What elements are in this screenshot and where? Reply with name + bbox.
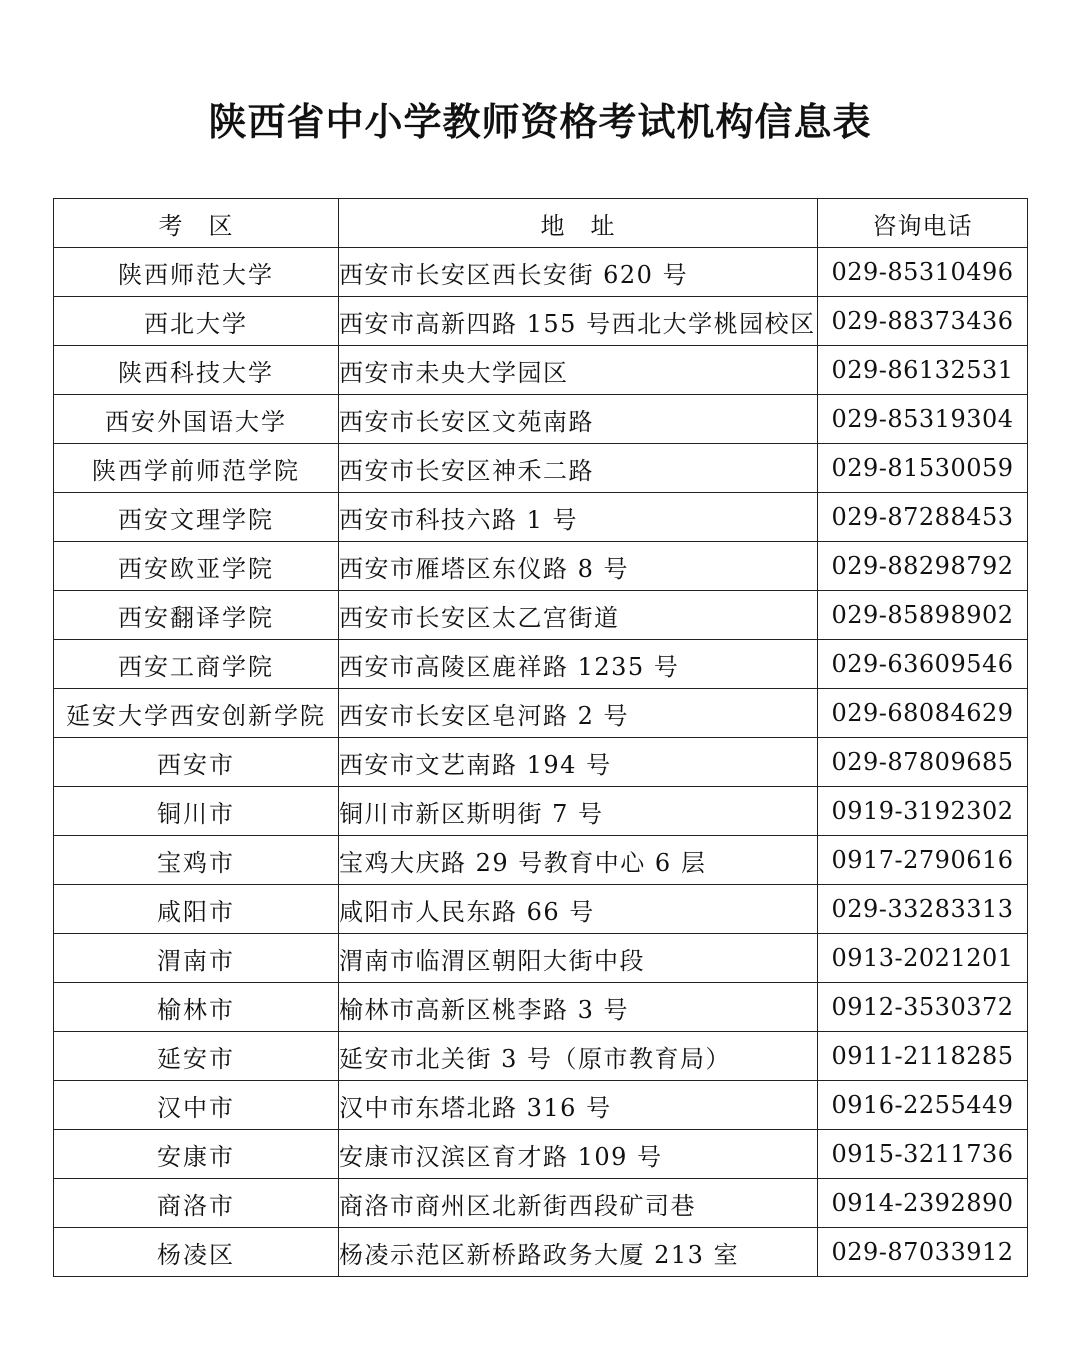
- address-cell: 西安市长安区西长安街 620 号: [339, 248, 818, 297]
- table-row: [54, 1081, 1028, 1130]
- address-cell: 西安市长安区太乙宫街道: [339, 591, 818, 640]
- table-row: [54, 640, 1028, 689]
- address-cell: 汉中市东塔北路 316 号: [339, 1081, 818, 1130]
- table-row: [54, 248, 1028, 297]
- address-cell: 西安市长安区神禾二路: [339, 444, 818, 493]
- table-row: [54, 787, 1028, 836]
- phone-cell: 029-85898902: [818, 591, 1028, 640]
- region-cell: 咸阳市: [54, 885, 339, 934]
- table-row: [54, 591, 1028, 640]
- phone-cell: 029-87288453: [818, 493, 1028, 542]
- address-cell: 西安市文艺南路 194 号: [339, 738, 818, 787]
- region-cell: 西安翻译学院: [54, 591, 339, 640]
- region-cell: 西安外国语大学: [54, 395, 339, 444]
- phone-cell: 0916-2255449: [818, 1081, 1028, 1130]
- address-cell: 西安市未央大学园区: [339, 346, 818, 395]
- region-cell: 陕西师范大学: [54, 248, 339, 297]
- phone-cell: 029-87809685: [818, 738, 1028, 787]
- address-cell: 延安市北关街 3 号（原市教育局）: [339, 1032, 818, 1081]
- address-cell: 商洛市商州区北新街西段矿司巷: [339, 1179, 818, 1228]
- region-cell: 安康市: [54, 1130, 339, 1179]
- region-cell: 延安大学西安创新学院: [54, 689, 339, 738]
- region-cell: 西安欧亚学院: [54, 542, 339, 591]
- table-row: [54, 1179, 1028, 1228]
- phone-cell: 029-87033912: [818, 1228, 1028, 1277]
- table-row: [54, 297, 1028, 346]
- address-cell: 西安市长安区皂河路 2 号: [339, 689, 818, 738]
- phone-cell: 0914-2392890: [818, 1179, 1028, 1228]
- phone-cell: 029-86132531: [818, 346, 1028, 395]
- address-cell: 西安市科技六路 1 号: [339, 493, 818, 542]
- address-cell: 渭南市临渭区朝阳大街中段: [339, 934, 818, 983]
- phone-cell: 029-85319304: [818, 395, 1028, 444]
- table-row: [54, 983, 1028, 1032]
- region-cell: 西安文理学院: [54, 493, 339, 542]
- address-cell: 西安市高新四路 155 号西北大学桃园校区: [339, 297, 818, 346]
- table-row: [54, 1130, 1028, 1179]
- address-cell: 安康市汉滨区育才路 109 号: [339, 1130, 818, 1179]
- phone-cell: 029-33283313: [818, 885, 1028, 934]
- watermark: [890, 1280, 1040, 1296]
- table-row: [54, 1228, 1028, 1277]
- exam-agency-table: [53, 198, 1028, 1277]
- region-cell: 铜川市: [54, 787, 339, 836]
- phone-cell: 029-68084629: [818, 689, 1028, 738]
- table-row: [54, 836, 1028, 885]
- region-cell: 延安市: [54, 1032, 339, 1081]
- address-cell: 杨凌示范区新桥路政务大厦 213 室: [339, 1228, 818, 1277]
- address-cell: 咸阳市人民东路 66 号: [339, 885, 818, 934]
- region-cell: 西安工商学院: [54, 640, 339, 689]
- table-header-row: [54, 199, 1028, 248]
- address-cell: 宝鸡大庆路 29 号教育中心 6 层: [339, 836, 818, 885]
- region-cell: 榆林市: [54, 983, 339, 1032]
- address-cell: 铜川市新区斯明街 7 号: [339, 787, 818, 836]
- table-row: [54, 934, 1028, 983]
- region-cell: 宝鸡市: [54, 836, 339, 885]
- column-header-region: 考 区: [54, 199, 339, 248]
- region-cell: 陕西学前师范学院: [54, 444, 339, 493]
- phone-cell: 029-85310496: [818, 248, 1028, 297]
- phone-cell: 029-88298792: [818, 542, 1028, 591]
- phone-cell: 0913-2021201: [818, 934, 1028, 983]
- phone-cell: 029-63609546: [818, 640, 1028, 689]
- table-row: [54, 395, 1028, 444]
- region-cell: 杨凌区: [54, 1228, 339, 1277]
- table-row: [54, 1032, 1028, 1081]
- phone-cell: 0915-3211736: [818, 1130, 1028, 1179]
- address-cell: 西安市长安区文苑南路: [339, 395, 818, 444]
- region-cell: 西北大学: [54, 297, 339, 346]
- table-row: [54, 885, 1028, 934]
- address-cell: 西安市高陵区鹿祥路 1235 号: [339, 640, 818, 689]
- phone-cell: 029-81530059: [818, 444, 1028, 493]
- region-cell: 西安市: [54, 738, 339, 787]
- region-cell: 汉中市: [54, 1081, 339, 1130]
- phone-cell: 0919-3192302: [818, 787, 1028, 836]
- table-row: [54, 444, 1028, 493]
- phone-cell: 0917-2790616: [818, 836, 1028, 885]
- table-body: [54, 248, 1028, 1277]
- phone-cell: 029-88373436: [818, 297, 1028, 346]
- phone-cell: 0912-3530372: [818, 983, 1028, 1032]
- address-cell: 西安市雁塔区东仪路 8 号: [339, 542, 818, 591]
- region-cell: 商洛市: [54, 1179, 339, 1228]
- table-row: [54, 689, 1028, 738]
- column-header-phone: 咨询电话: [818, 199, 1028, 248]
- region-cell: 陕西科技大学: [54, 346, 339, 395]
- phone-cell: 0911-2118285: [818, 1032, 1028, 1081]
- table-row: [54, 542, 1028, 591]
- region-cell: 渭南市: [54, 934, 339, 983]
- column-header-address: 地 址: [339, 199, 818, 248]
- page-title: 陕西省中小学教师资格考试机构信息表: [208, 100, 872, 145]
- table-row: [54, 738, 1028, 787]
- table-row: [54, 493, 1028, 542]
- table-row: [54, 346, 1028, 395]
- address-cell: 榆林市高新区桃李路 3 号: [339, 983, 818, 1032]
